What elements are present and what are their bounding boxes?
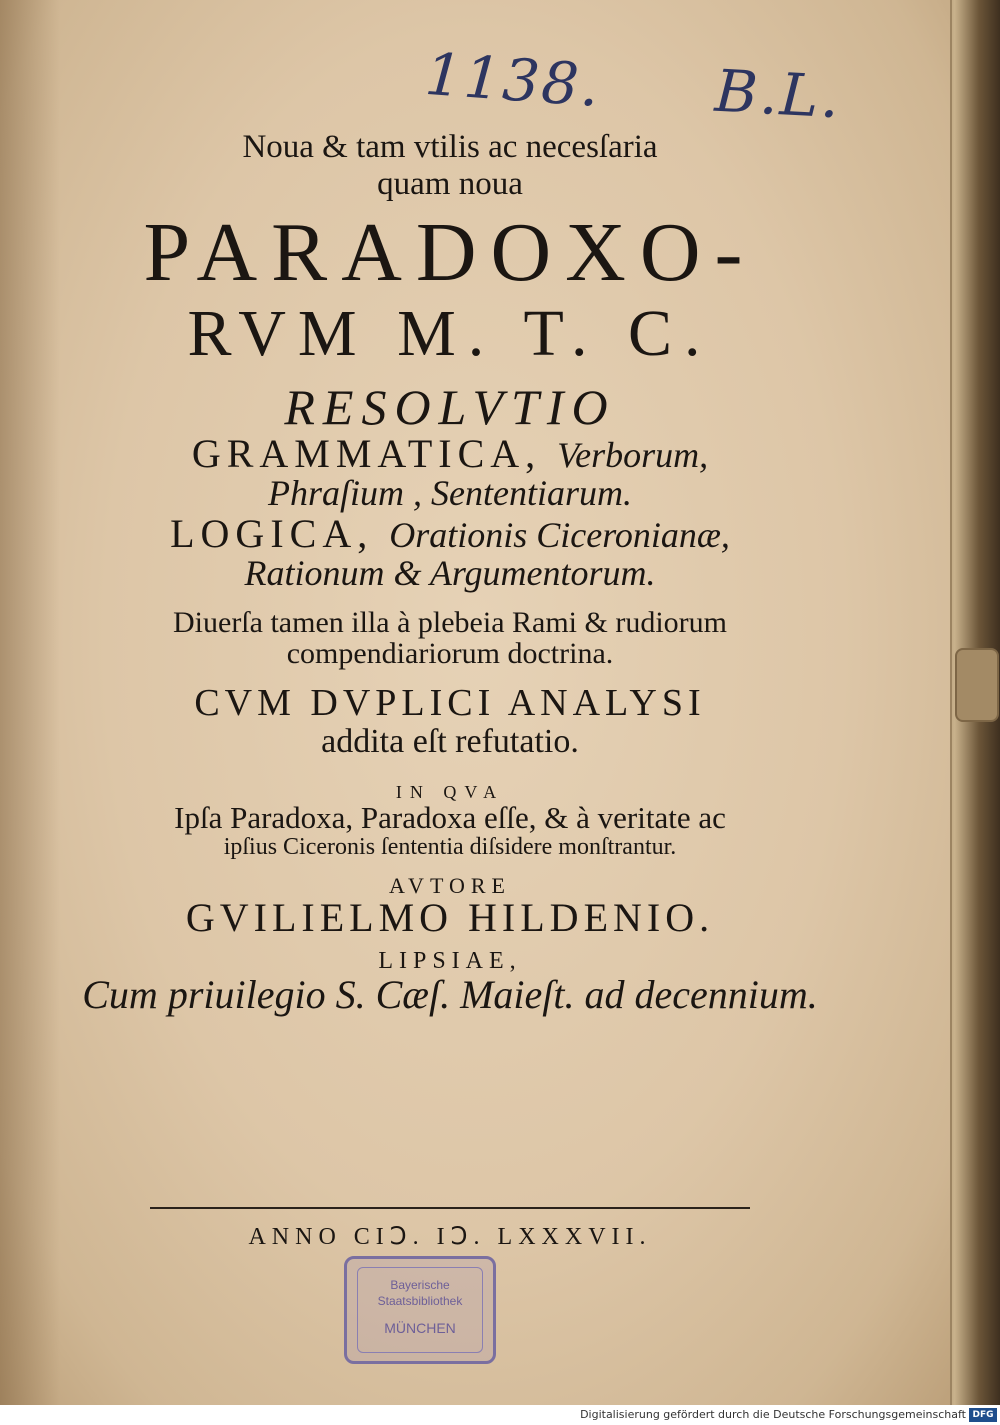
handwritten-call-number: 1138. — [422, 39, 604, 121]
diuersa-line-2: compendiariorum doctrina. — [286, 637, 614, 671]
autore-line: AVTORE — [389, 873, 511, 899]
footer-credit: Digitalisierung gefördert durch die Deutsche Forschungsgemeinschaft — [580, 1408, 966, 1421]
privilegio-line: Cum priuilegio S. Cæſ. Maieſt. ad decennium. — [82, 972, 818, 1018]
cum-line: CVM DVPLICI ANALYSI — [194, 681, 706, 724]
handwritten-shelf-mark: B.L. — [713, 56, 843, 132]
title-block — [70, 130, 830, 1016]
rationum-line: Rationum & Argumentorum. — [244, 553, 656, 594]
logica-italic: Orationis Ciceronianæ, — [389, 515, 730, 556]
anno-line: ANNO CIↃ. IↃ. LXXXVII. — [248, 1224, 652, 1250]
imprint-rule — [150, 1207, 750, 1209]
inqua-line: IN QVA — [395, 782, 505, 803]
stamp-line-2: Staatsbibliothek — [377, 1294, 463, 1309]
dfg-logo: DFG — [969, 1408, 997, 1422]
page-tab-marker — [955, 648, 999, 722]
diuersa-line-1: Diuerſa tamen illa à plebeia Rami & rudiorum — [173, 605, 727, 639]
grammatica-caps: GRAMMATICA, — [191, 431, 542, 477]
lipsiae-line: LIPSIAE, — [378, 948, 522, 975]
stamp-line-1: Bayerische — [390, 1278, 450, 1292]
logica-line — [70, 513, 830, 555]
ipsa-line-1: Ipſa Paradoxa, Paradoxa eſſe, & à veritate ac — [174, 800, 726, 836]
footer-bar — [0, 1405, 1000, 1425]
ipsa-line-2: ipſius Ciceronis ſententia diſsidere monſtrantur. — [223, 833, 677, 860]
grammatica-line — [70, 433, 830, 475]
resolutio-line: RESOLVTIO — [284, 378, 616, 435]
intro-line-2: quam noua — [377, 165, 523, 202]
grammatica-italic: Verborum, — [557, 435, 709, 476]
addita-line: addita eſt refutatio. — [321, 722, 579, 760]
main-title-line-1: PARADOXO- — [143, 206, 757, 300]
stamp-line-3: MÜNCHEN — [384, 1320, 456, 1337]
phrasium-line: Phraſium , Sententiarum. — [268, 473, 632, 514]
intro-line-1: Noua & tam vtilis ac necesſaria — [242, 129, 658, 165]
logica-caps: LOGICA, — [170, 511, 374, 557]
library-stamp — [344, 1256, 496, 1364]
author-line: GVILIELMO HILDENIO. — [185, 895, 715, 941]
main-title-line-2: RVM M. T. C. — [187, 297, 713, 371]
